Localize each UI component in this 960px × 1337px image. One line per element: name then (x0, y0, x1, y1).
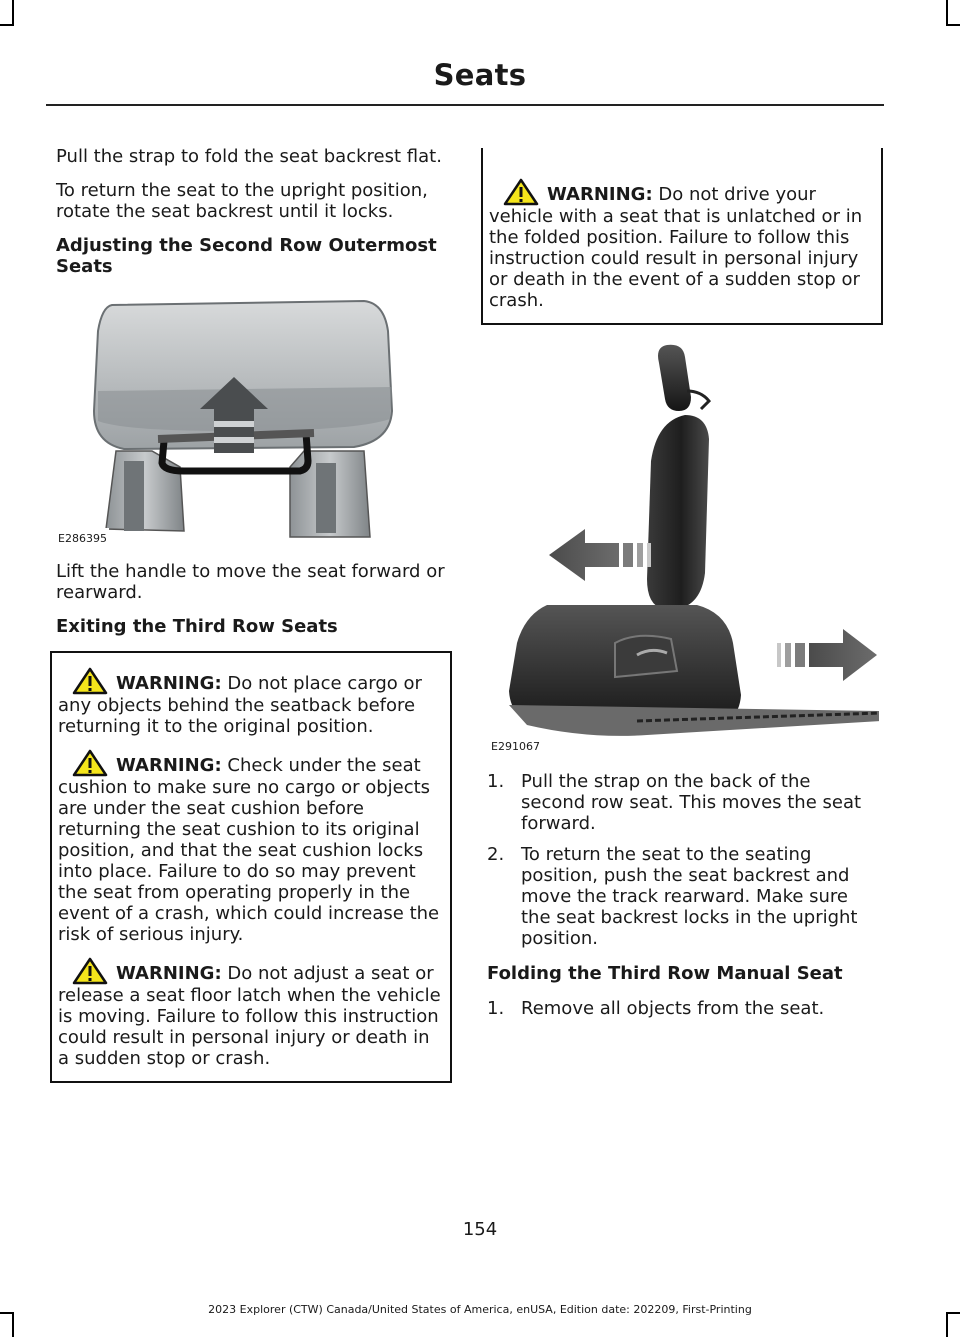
list-item (487, 844, 879, 949)
warning-text: Do not adjust a seat or release a seat floor latch when the vehicle is moving. Failure to follow this instruction could result in personal injury or death in a sudden stop or crash. (58, 963, 441, 1069)
steps-list (487, 771, 879, 949)
paragraph: To return the seat to the upright position, rotate the seat backrest until it locks. (56, 180, 428, 222)
second-row-seat-figure (54, 291, 418, 547)
warning-label: WARNING: (116, 755, 222, 776)
seat-slide-illustration (487, 343, 879, 757)
figure-code: E291067 (489, 736, 542, 757)
crop-mark (0, 24, 14, 26)
left-column (56, 146, 448, 1097)
warning-box (481, 148, 883, 325)
page-title: Seats (433, 58, 527, 92)
warning-triangle-icon (72, 957, 108, 985)
warning-triangle-icon (72, 749, 108, 777)
warning-text: Do not drive your vehicle with a seat that is unlatched or in the folded position. Failure to follow this instruction could result in personal injury or death in the event of a sudden stop or crash. (489, 184, 863, 311)
seat-track-illustration (54, 291, 418, 547)
warning-triangle-icon (503, 178, 539, 206)
paragraph: Pull the strap to fold the seat backrest flat. (56, 146, 442, 167)
warning-label: WARNING: (116, 673, 222, 694)
warning-label: WARNING: (116, 963, 222, 984)
page-number: 154 (462, 1219, 498, 1240)
title-divider (46, 104, 884, 106)
crop-mark (946, 24, 960, 26)
step-text: Remove all objects from the seat. (521, 998, 825, 1019)
warning-label: WARNING: (547, 184, 653, 205)
right-column (487, 148, 879, 1033)
section-heading: Adjusting the Second Row Outermost Seats (56, 235, 437, 277)
crop-mark (12, 0, 14, 24)
step-text: To return the seat to the seating position, push the seat backrest and move the track rearward. Make sure the seat backrest locks in the upright position. (521, 844, 858, 949)
list-item (487, 771, 879, 834)
third-row-seat-figure (487, 343, 879, 757)
warning-triangle-icon (72, 667, 108, 695)
steps-list (487, 998, 879, 1019)
warning-text: Do not place cargo or any objects behind the seatback before returning it to the original position. (58, 673, 422, 737)
section-heading: Exiting the Third Row Seats (56, 616, 338, 637)
step-number: 2. (487, 844, 505, 865)
warning-item (58, 957, 442, 1069)
step-text: Pull the strap on the back of the second row seat. This moves the seat forward. (521, 771, 862, 834)
footer-edition-note: 2023 Explorer (CTW) Canada/United States of America, enUSA, Edition date: 202209, First-Printing (208, 1303, 752, 1316)
warning-box (50, 651, 452, 1083)
warning-text: Check under the seat cushion to make sure no cargo or objects are under the seat cushion before returning the seat cushion to its original position, and that the seat cushion locks into place. Failure to do so may prevent the seat from operating properly in the event of a crash, which could increase the risk of serious injury. (58, 755, 440, 945)
figure-code: E286395 (56, 528, 109, 549)
warning-item (58, 667, 442, 737)
crop-mark (946, 0, 948, 24)
paragraph: Lift the handle to move the seat forward or rearward. (56, 561, 445, 603)
step-number: 1. (487, 771, 505, 792)
warning-item (489, 178, 873, 311)
list-item (487, 998, 879, 1019)
step-number: 1. (487, 998, 505, 1019)
warning-item (58, 749, 442, 945)
section-heading: Folding the Third Row Manual Seat (487, 963, 843, 984)
